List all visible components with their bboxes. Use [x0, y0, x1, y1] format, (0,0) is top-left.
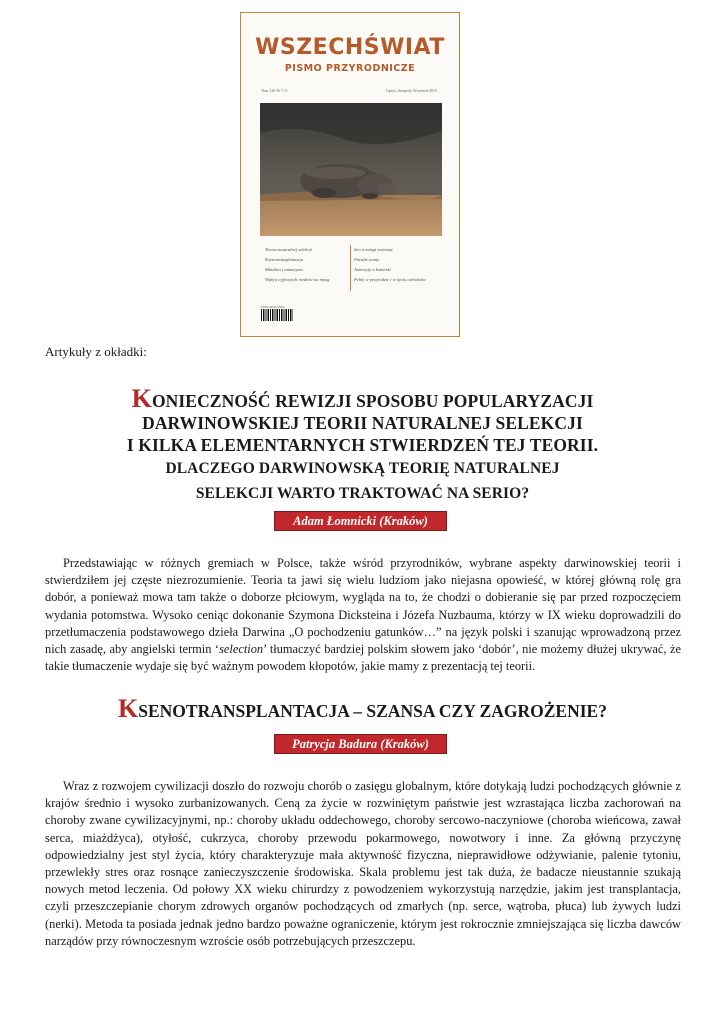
- cover-contents-item: Teoria naturalnej selekcji: [265, 247, 313, 252]
- article2-author-badge: Patrycja Badura (Kraków): [274, 734, 447, 754]
- article1-author-badge: Adam Łomnicki (Kraków): [274, 511, 447, 531]
- magazine-cover: [240, 12, 460, 337]
- cover-photo-hippo: [260, 103, 442, 236]
- cover-contents-item: Sen a mózgi zwierząt: [354, 247, 393, 252]
- cover-contents-item: Mimikra i mimetyzm: [265, 267, 303, 272]
- cover-contents-right: [354, 245, 426, 285]
- cover-contents-item: Ksenotransplantacja: [265, 257, 304, 262]
- article1-title-line: DARWINOWSKIEJ TEORII NATURALNEJ SELEKCJI: [142, 413, 583, 433]
- article1-title-line: I KILKA ELEMENTARNYCH STWIERDZEŃ TEJ TEORII.: [126, 435, 599, 455]
- article2-title-text: SENOTRANSPLANTACJA – SZANSA CZY ZAGROŻENIE?: [138, 701, 607, 721]
- article1-body-text: Przedstawiając w różnych gremiach w Polsce, także wśród przyrodników, wybrane aspekty darwinowskiej teorii i stwierdziłem jej częste niezrozumienie. Teoria ta jawi się wielu ludziom jako niejasna opowieść, w której główną rolę gra dobór, a ponieważ mowa tam także o doborze płciowym, wygląda na to, że chodzi o dobieranie się par przed rozpoczęciem wydania potomstwa. Wysoko ceniąc dokonanie Szymona Dicksteina i Józefa Nuzbauma, którzy w IX wieku doprowadzili do przetłumaczenia podstawowego dzieła Darwina „O pochodzeniu gatunków…” na język polski i szanując wprowadzoną przez nich zasadę, aby angielski termin ‘: [45, 556, 681, 657]
- intro-label: Artykuły z okładki:: [45, 344, 147, 359]
- cover-contents-left: [265, 245, 329, 285]
- cover-contents-item: Astrocyty a komórki: [354, 267, 391, 272]
- article1-body-term: selection: [219, 642, 264, 657]
- cover-issue-date: Lipiec–Sierpień–Wrzesień 2015: [385, 88, 437, 93]
- cover-subtitle: PISMO PRZYRODNICZE: [284, 63, 416, 74]
- article1-drop-cap: K: [131, 384, 152, 413]
- article1-title-line: ONIECZNOŚĆ REWIZJI SPOSOBU POPULARYZACJI: [151, 391, 594, 411]
- article1-subtitle-line: SELEKCJI WARTO TRAKTOWAĆ NA SERIO?: [195, 485, 530, 502]
- barcode-icon: [261, 309, 293, 321]
- article1-body-text: ’ tłumaczyć bardziej polskim słowem jako ‘dobór’, nie możemy dłużej ukrywać, że takie tłumaczenie wydaje się być ważnym powodem kłopotów, jakie mamy z prezentacją tej teorii.: [45, 642, 682, 674]
- cover-masthead: WSZECHŚWIAT: [255, 35, 445, 60]
- cover-contents-item: Paraliż senny: [354, 257, 380, 262]
- cover-contents-item: Pchły w przyrodzie i w życiu człowieka: [354, 277, 426, 282]
- cover-issn: ISSN 0043-9592: [261, 305, 285, 309]
- cover-contents-item: Wpływ cyfrowych mediów na mózg: [265, 277, 330, 282]
- article1-body: [45, 555, 681, 675]
- article2-title: [30, 694, 695, 724]
- article2-drop-cap: K: [118, 694, 139, 723]
- article1-title: [30, 384, 695, 506]
- article1-subtitle-line: DLACZEGO DARWINOWSKĄ TEORIĘ NATURALNEJ: [165, 460, 560, 477]
- article2-body: Wraz z rozwojem cywilizacji doszło do rozwoju chorób o zasięgu globalnym, które dotykają ludzi pochodzących głównie z krajów średnio i wysoko zurbanizowanych. Ceną za życie w rozwiniętym państwie jest wzrastająca liczba zachorowań na choroby zwane cywilizacyjnymi, np.: choroby układu oddechowego, choroby sercowo-naczyniowe (choroba wieńcowa, zawał serca, miażdżyca), otyłość, cukrzyca, choroby przewodu pokarmowego, nowotwory i inne. Za główną przyczynę odpowiedzialny jest styl życia, który charakteryzuje mała aktywność fizyczna, nieprawidłowe odżywianie, palenie tytoniu, przewlekły stres oraz rosnące zanieczyszczenie środowiska. Skala problemu jest tak duża, że badacze nieustannie szukają nowych metod leczenia. Od połowy XX wieku chirurdzy z powodzeniem wykorzystują narzędzie, jakim jest transplantacja, czyli przeszczepianie chorym zdrowych organów pochodzących od zmarłych (np. serce, wątroba, płuca) lub żywych ludzi (nerki). Metoda ta posiada jednak jedno bardzo poważne ograniczenie, którym jest rokrocznie zmniejszająca się liczba dawców narządów przy równoczesnym wzroście osób potrzebujących przeszczepu.: [45, 779, 681, 948]
- cover-issue-volume: Tom 116 Nr 7–9: [261, 88, 288, 93]
- cover-contents-divider: [350, 245, 351, 291]
